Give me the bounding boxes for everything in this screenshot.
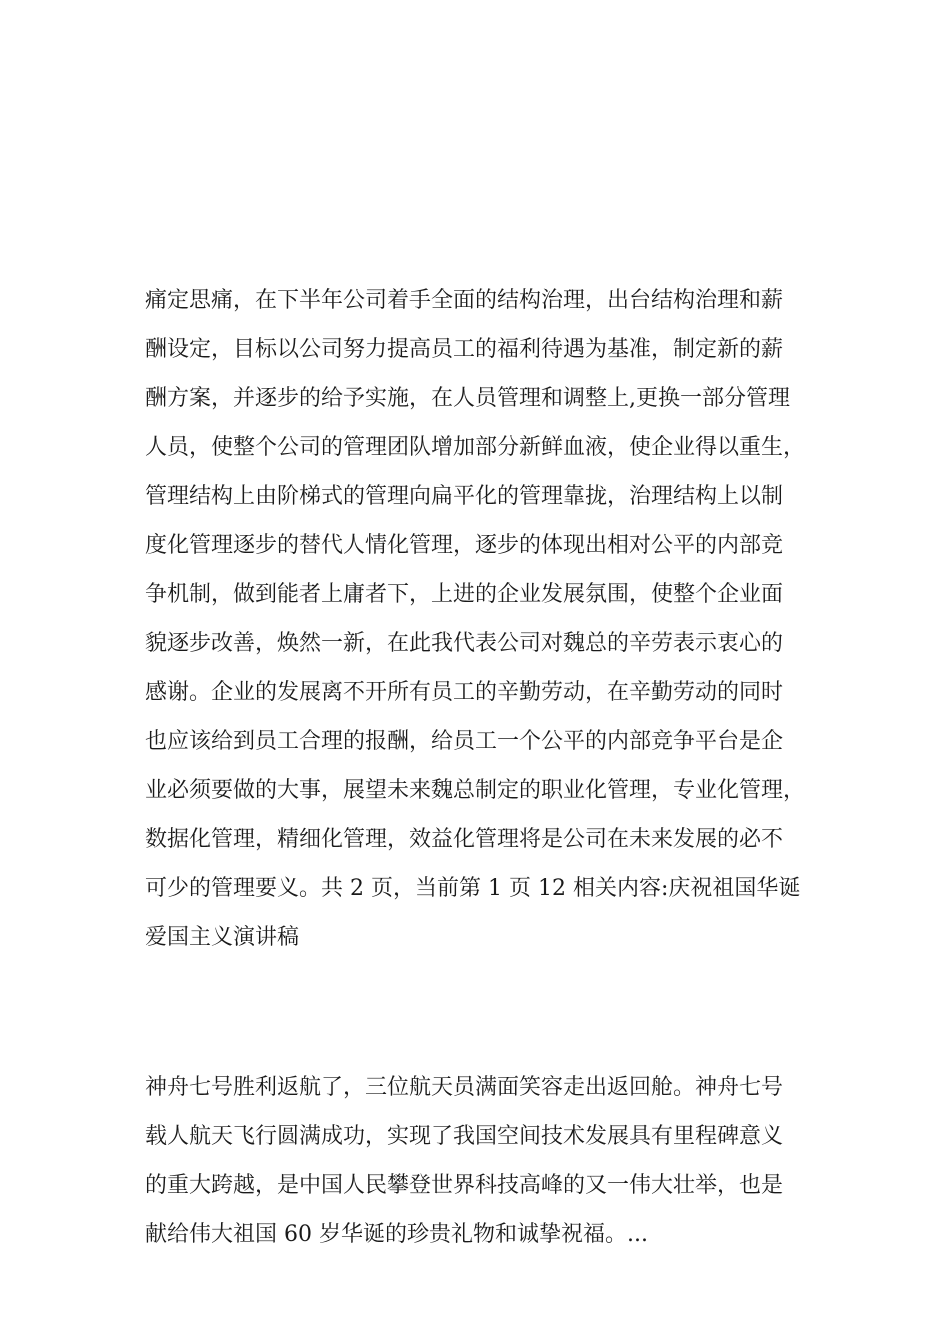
text-line: 貌逐步改善，焕然一新，在此我代表公司对魏总的辛劳表示衷心的 xyxy=(145,631,784,656)
text-line: 度化管理逐步的替代人情化管理，逐步的体现出相对公平的内部竞 xyxy=(145,533,784,558)
paragraph-1 xyxy=(145,276,810,962)
text-line: 感谢。企业的发展离不开所有员工的辛勤劳动，在辛勤劳动的同时 xyxy=(145,680,784,705)
text-line: 痛定思痛，在下半年公司着手全面的结构治理，出台结构治理和薪 xyxy=(145,288,784,313)
paragraph-2 xyxy=(145,1063,810,1259)
text-line: 神舟七号胜利返航了，三位航天员满面笑容走出返回舱。神舟七号 xyxy=(145,1075,784,1100)
related-title-line: 爱国主义演讲稿 xyxy=(145,925,300,950)
text-line: 的重大跨越，是中国人民攀登世界科技高峰的又一伟大壮举，也是 xyxy=(145,1173,784,1198)
text-line: 酬设定，目标以公司努力提高员工的福利待遇为基准，制定新的薪 xyxy=(145,337,784,362)
text-line: 管理结构上由阶梯式的管理向扁平化的管理靠拢，治理结构上以制 xyxy=(145,484,784,509)
text-line: 人员，使整个公司的管理团队增加部分新鲜血液，使企业得以重生， xyxy=(145,435,806,460)
text-line: 献给伟大祖国 60 岁华诞的珍贵礼物和诚挚祝福。... xyxy=(145,1222,648,1247)
text-line-page-info: 可少的管理要义。共 2 页，当前第 1 页 12 相关内容:庆祝祖国华诞 xyxy=(145,876,801,901)
text-line: 也应该给到员工合理的报酬，给员工一个公平的内部竞争平台是企 xyxy=(145,729,784,754)
text-line: 争机制，做到能者上庸者下，上进的企业发展氛围，使整个企业面 xyxy=(145,582,784,607)
text-line: 数据化管理，精细化管理，效益化管理将是公司在未来发展的必不 xyxy=(145,827,784,852)
text-line: 载人航天飞行圆满成功，实现了我国空间技术发展具有里程碑意义 xyxy=(145,1124,784,1149)
text-line: 业必须要做的大事，展望未来魏总制定的职业化管理，专业化管理， xyxy=(145,778,806,803)
text-line: 酬方案，并逐步的给予实施，在人员管理和调整上,更换一部分管理 xyxy=(145,386,790,411)
